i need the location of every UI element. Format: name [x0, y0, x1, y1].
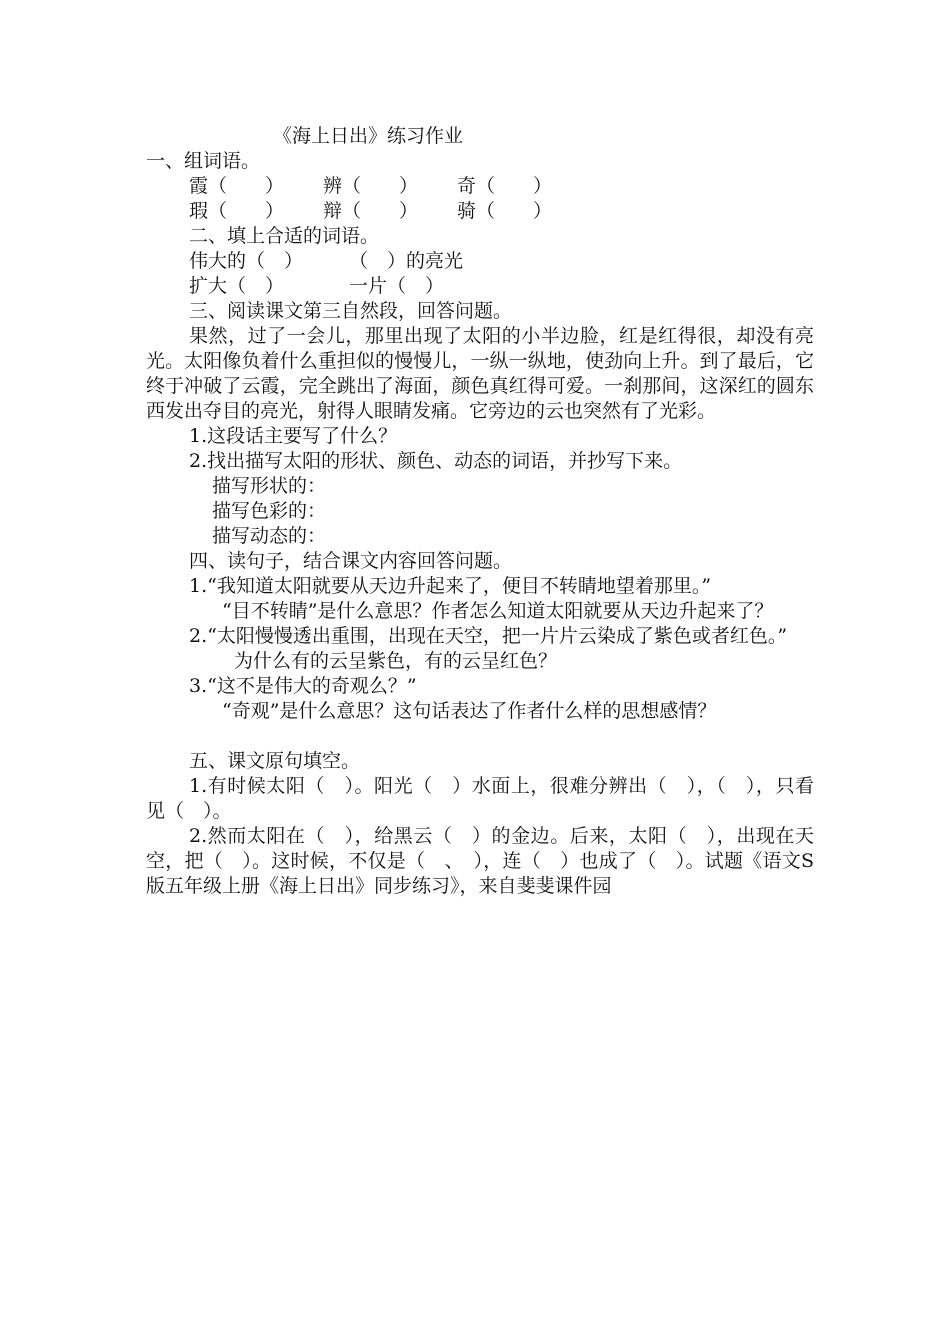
section-2-row-1 — [146, 249, 814, 274]
answer-prompt-motion: 描写动态的： — [212, 525, 327, 547]
section-4-quote-3: 3.“这不是伟大的奇观么？” — [189, 675, 417, 697]
word-item: 辨（ ） — [323, 175, 419, 197]
phrase-item: 扩大（ ） — [189, 275, 285, 297]
section-1-row-1 — [146, 174, 814, 199]
section-2-row-2 — [146, 274, 814, 299]
phrase-item: 伟大的（ ） — [189, 250, 304, 272]
word-item: 瑕（ ） — [189, 200, 285, 222]
section-5-heading: 五、课文原句填空。 — [189, 750, 361, 772]
section-5-question-1: 1.有时候太阳（ ）。阳光（ ）水面上，很难分辨出（ ），（ ），只看见（ ）。 — [146, 775, 814, 822]
section-4-quote-2: 2.“太阳慢慢透出重围，出现在天空，把一片片云染成了紫色或者红色。” — [189, 625, 788, 647]
section-4-quote-1: 1.“我知道太阳就要从天边升起来了，便目不转睛地望着那里。” — [189, 575, 712, 597]
section-4-ask-3: “奇观”是什么意思？这句话表达了作者什么样的思想感情？ — [222, 700, 717, 722]
section-3-question-2: 2.找出描写太阳的形状、颜色、动态的词语，并抄写下来。 — [189, 450, 683, 472]
reading-paragraph: 果然，过了一会儿，那里出现了太阳的小半边脸，红是红得很，却没有亮光。太阳像负着什么重担似的慢慢儿，一纵一纵地，使劲向上升。到了最后，它终于冲破了云霞，完全跳出了海面，颜色真红得可爱。一刹那间，这深红的圆东西发出夺目的亮光，射得人眼睛发痛。它旁边的云也突然有了光彩。 — [146, 325, 814, 422]
word-item: 霞（ ） — [189, 175, 285, 197]
worksheet-page — [146, 124, 814, 899]
section-1-heading: 一、组词语。 — [146, 150, 261, 172]
section-2-heading: 二、填上合适的词语。 — [189, 225, 380, 247]
section-5-question-2: 2.然而太阳在（ ），给黑云（ ）的金边。后来，太阳（ ），出现在天空，把（ ）。这时候，不仅是（ 、 ），连（ ）也成了（ ）。试题《语文S版五年级上册《海上日出》同步练习》，来自斐斐课件园 — [146, 825, 814, 897]
word-item: 辩（ ） — [323, 200, 419, 222]
section-3-question-1: 1.这段话主要写了什么？ — [189, 425, 398, 447]
spacer — [146, 724, 814, 749]
section-4-heading: 四、读句子，结合课文内容回答问题。 — [189, 550, 513, 572]
phrase-item: 一片（ ） — [349, 275, 445, 297]
word-item: 奇（ ） — [457, 175, 553, 197]
answer-prompt-color: 描写色彩的： — [212, 500, 327, 522]
word-item: 骑（ ） — [457, 200, 553, 222]
page-title: 《海上日出》练习作业 — [273, 125, 464, 147]
section-1-row-2 — [146, 199, 814, 224]
answer-prompt-shape: 描写形状的： — [212, 475, 327, 497]
section-3-heading: 三、阅读课文第三自然段，回答问题。 — [189, 300, 513, 322]
phrase-item: （ ）的亮光 — [349, 250, 464, 272]
section-4-ask-1: “目不转睛”是什么意思？作者怎么知道太阳就要从天边升起来了？ — [222, 600, 774, 622]
section-4-ask-2: 为什么有的云呈紫色，有的云呈红色？ — [234, 650, 558, 672]
